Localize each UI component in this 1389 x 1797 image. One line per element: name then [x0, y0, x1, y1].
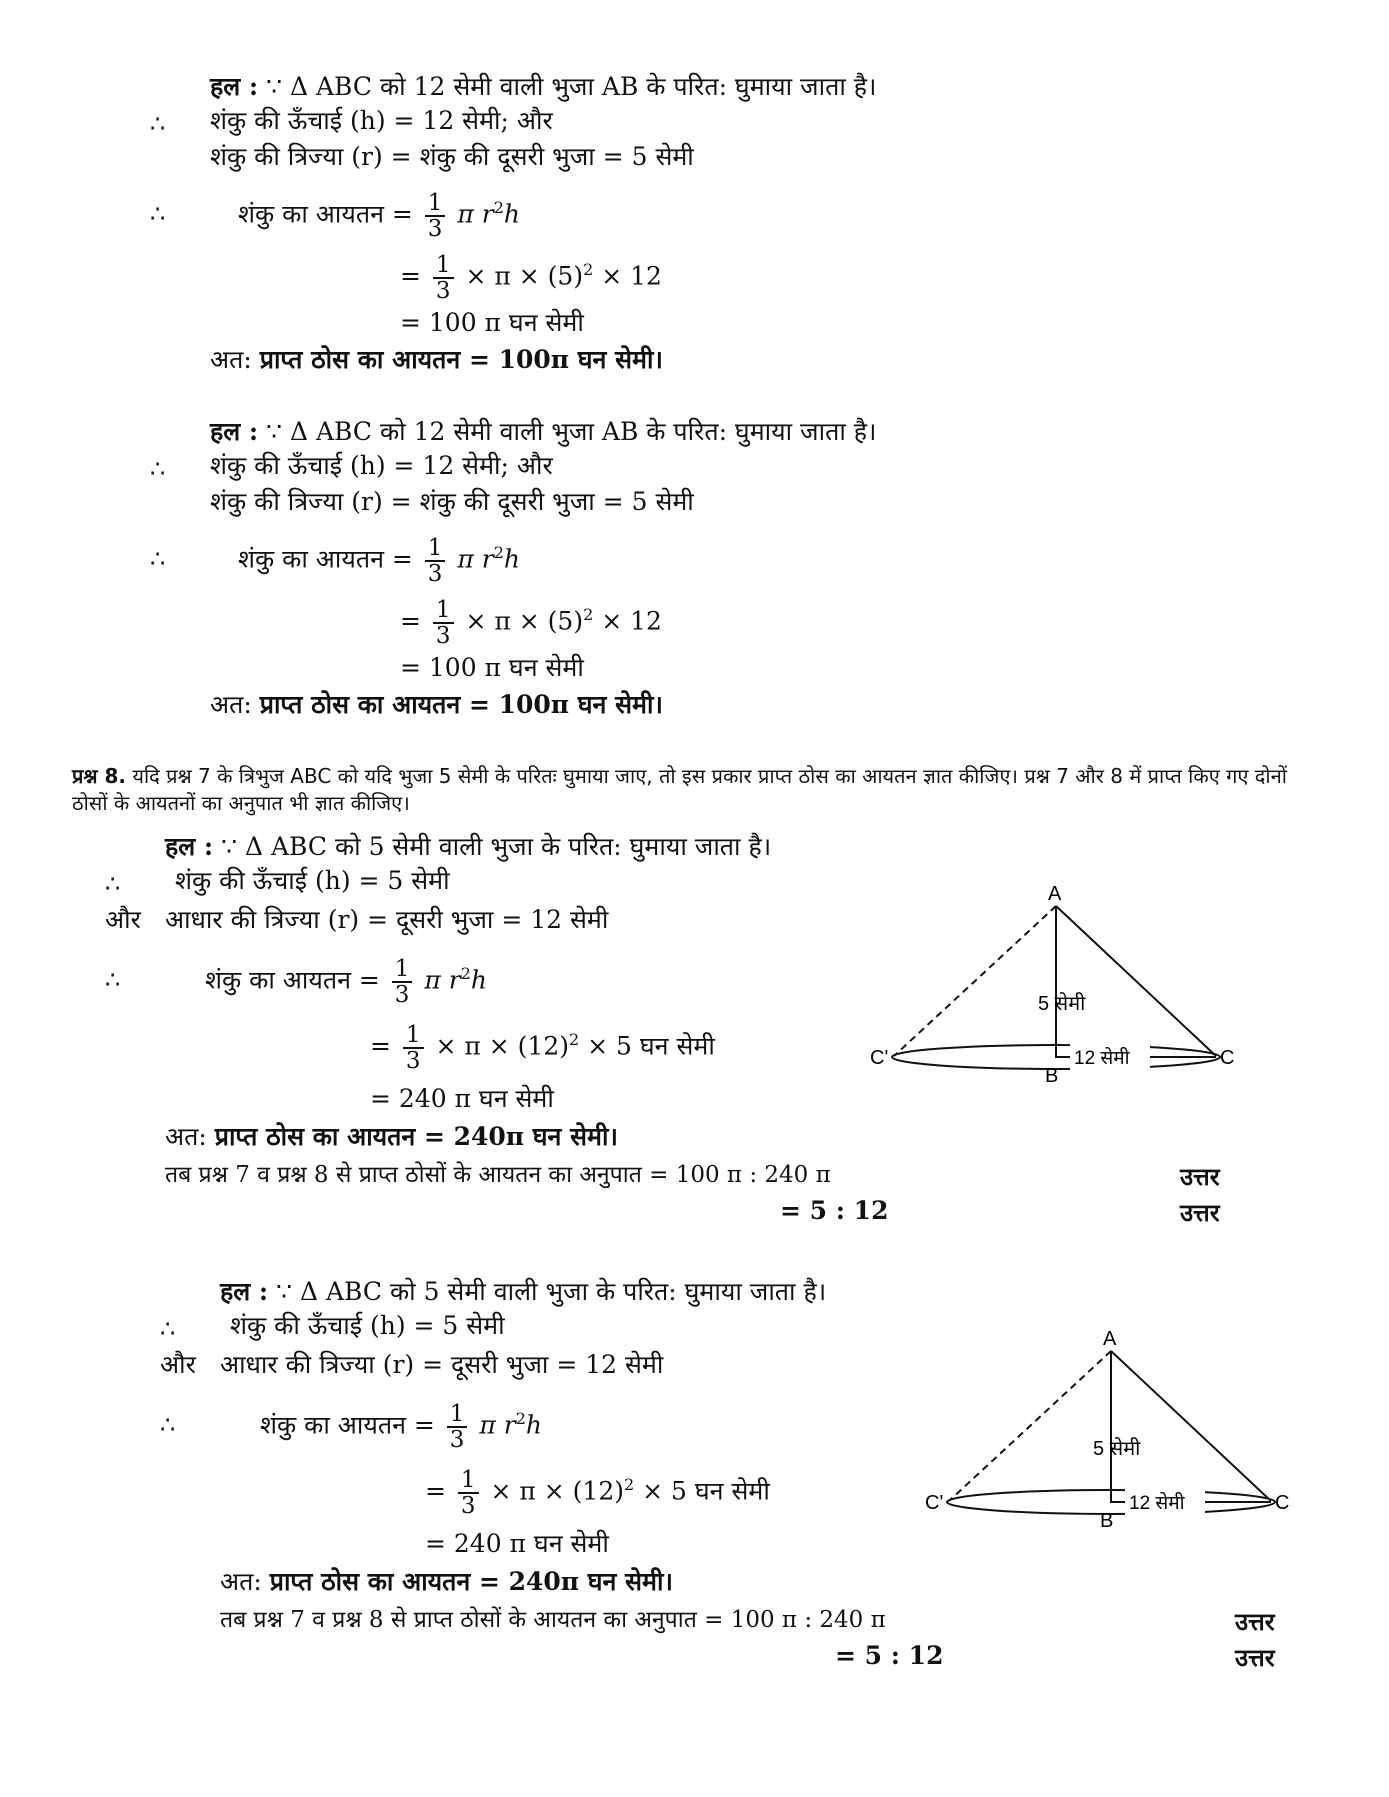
question-8	[72, 763, 1322, 817]
fraction-one-third: $\frac{1}{3}$	[433, 253, 454, 303]
therefore-symbol: ∴	[105, 966, 121, 994]
final-volume: प्राप्त ठोस का आयतन = 100π घन सेमी।	[259, 345, 663, 374]
slant-line	[1056, 906, 1216, 1056]
because-symbol: ∵	[266, 72, 283, 101]
step-3-result: = 100 π घन सेमी	[400, 653, 584, 682]
fraction-one-third: $\frac{1}{3}$	[458, 1468, 479, 1518]
final-prefix: अत:	[210, 690, 252, 719]
final-prefix: अत:	[165, 1122, 207, 1151]
solution-line-2: शंकु की ऊँचाई (h) = 5 सेमी	[230, 1311, 505, 1340]
step-2-expression: × π × (12)	[435, 1031, 569, 1061]
therefore-symbol: ∴	[150, 200, 166, 228]
volume-label: शंकु का आयतन =	[260, 1410, 435, 1440]
and-label: और	[160, 1350, 196, 1379]
left-label: C'	[870, 1047, 889, 1069]
therefore-symbol: ∴	[150, 110, 166, 138]
step-2-expression: × π × (5)	[465, 606, 584, 636]
solution-line-1: Δ ABC को 5 सेमी वाली भुजा के परित: घुमाया जाता है।	[244, 832, 772, 861]
fraction-one-third: $\frac{1}{3}$	[392, 957, 413, 1007]
slant-line	[1111, 1351, 1271, 1501]
final-prefix: अत:	[220, 1567, 262, 1596]
therefore-symbol: ∴	[150, 545, 166, 573]
solution-line-3: आधार की त्रिज्या (r) = दूसरी भुजा = 12 सेमी	[220, 1350, 664, 1379]
final-prefix: अत:	[210, 345, 252, 374]
radius-label: 12 सेमी	[1129, 1493, 1185, 1514]
radius-label: 12 सेमी	[1074, 1048, 1130, 1069]
ratio-line: तब प्रश्न 7 व प्रश्न 8 से प्राप्त ठोसों के आयतन का अनुपात = 100 π : 240 π	[220, 1607, 886, 1633]
fraction-one-third: $\frac{1}{3}$	[447, 1402, 468, 1452]
because-symbol: ∵	[221, 832, 238, 861]
solution-line-2: शंकु की ऊँचाई (h) = 12 सेमी; और	[210, 451, 553, 480]
cone-diagram	[925, 1325, 1295, 1535]
answer-label: उत्तर	[1180, 1162, 1220, 1191]
ratio-result: = 5 : 12	[780, 1196, 889, 1225]
right-label: C	[1220, 1047, 1235, 1069]
left-label: C'	[925, 1492, 944, 1514]
volume-label: शंकु का आयतन =	[238, 544, 413, 574]
apex-label: A	[1048, 883, 1062, 905]
step-3-result: = 240 π घन सेमी	[370, 1084, 554, 1113]
volume-label: शंकु का आयतन =	[205, 965, 380, 995]
step-3-result: = 100 π घन सेमी	[400, 308, 584, 337]
therefore-symbol: ∴	[150, 455, 166, 483]
answer-label: उत्तर	[1235, 1643, 1275, 1672]
hal-label: हल :	[220, 1277, 269, 1306]
hal-label: हल :	[210, 417, 259, 446]
center-label: B	[1100, 1510, 1114, 1532]
because-symbol: ∵	[276, 1277, 293, 1306]
solution-line-2: शंकु की ऊँचाई (h) = 5 सेमी	[175, 866, 450, 895]
solution-line-1: Δ ABC को 12 सेमी वाली भुजा AB के परित: घुमाया जाता है।	[289, 72, 877, 101]
fraction-one-third: $\frac{1}{3}$	[403, 1023, 424, 1073]
solution-line-2: शंकु की ऊँचाई (h) = 12 सेमी; और	[210, 106, 553, 135]
step-2-expression: × π × (5)	[465, 261, 584, 291]
dashed-slant-line	[894, 906, 1056, 1056]
step-2-expression: × π × (12)	[490, 1476, 624, 1506]
solution-line-1: Δ ABC को 12 सेमी वाली भुजा AB के परित: घुमाया जाता है।	[289, 417, 877, 446]
solution-line-3: आधार की त्रिज्या (r) = दूसरी भुजा = 12 सेमी	[165, 905, 609, 934]
fraction-one-third: $\frac{1}{3}$	[425, 536, 446, 586]
answer-label: उत्तर	[1235, 1607, 1275, 1636]
ratio-result: = 5 : 12	[835, 1641, 944, 1670]
because-symbol: ∵	[266, 417, 283, 446]
solution-line-3: शंकु की त्रिज्या (r) = शंकु की दूसरी भुजा = 5 सेमी	[210, 487, 694, 516]
therefore-symbol: ∴	[105, 870, 121, 898]
right-label: C	[1275, 1492, 1290, 1514]
volume-label: शंकु का आयतन =	[238, 199, 413, 229]
height-label: 5 सेमी	[1093, 1438, 1141, 1460]
formula-pi-r: π r	[457, 199, 494, 229]
height-label: 5 सेमी	[1038, 993, 1086, 1015]
question-label: प्रश्न 8.	[72, 764, 126, 788]
ratio-line: तब प्रश्न 7 व प्रश्न 8 से प्राप्त ठोसों के आयतन का अनुपात = 100 π : 240 π	[165, 1162, 831, 1188]
solution-line-1: Δ ABC को 5 सेमी वाली भुजा के परित: घुमाया जाता है।	[299, 1277, 827, 1306]
final-volume: प्राप्त ठोस का आयतन = 240π घन सेमी।	[269, 1567, 673, 1596]
center-label: B	[1045, 1065, 1059, 1087]
apex-label: A	[1103, 1328, 1117, 1350]
final-volume: प्राप्त ठोस का आयतन = 100π घन सेमी।	[259, 690, 663, 719]
dashed-slant-line	[949, 1351, 1111, 1501]
step-3-result: = 240 π घन सेमी	[425, 1529, 609, 1558]
question-text: यदि प्रश्न 7 के त्रिभुज ABC को यदि भुजा 5 सेमी के परितः घुमाया जाए, तो इस प्रकार प्राप्त ठोस का आयतन ज्ञात कीजिए। प्रश्न 7 और 8 में प्राप्त किए गए दोनों ठोसों के आयतनों का अनुपात भी ज्ञात कीजिए।	[72, 764, 1287, 815]
and-label: और	[105, 905, 141, 934]
fraction-one-third: $\frac{1}{3}$	[433, 598, 454, 648]
cone-diagram	[870, 880, 1240, 1090]
hal-label: हल :	[210, 72, 259, 101]
formula-pi-r: π r	[457, 544, 494, 574]
fraction-one-third: $\frac{1}{3}$	[425, 191, 446, 241]
therefore-symbol: ∴	[160, 1411, 176, 1439]
solution-line-3: शंकु की त्रिज्या (r) = शंकु की दूसरी भुजा = 5 सेमी	[210, 142, 694, 171]
final-volume: प्राप्त ठोस का आयतन = 240π घन सेमी।	[214, 1122, 618, 1151]
hal-label: हल :	[165, 832, 214, 861]
therefore-symbol: ∴	[160, 1315, 176, 1343]
answer-label: उत्तर	[1180, 1198, 1220, 1227]
